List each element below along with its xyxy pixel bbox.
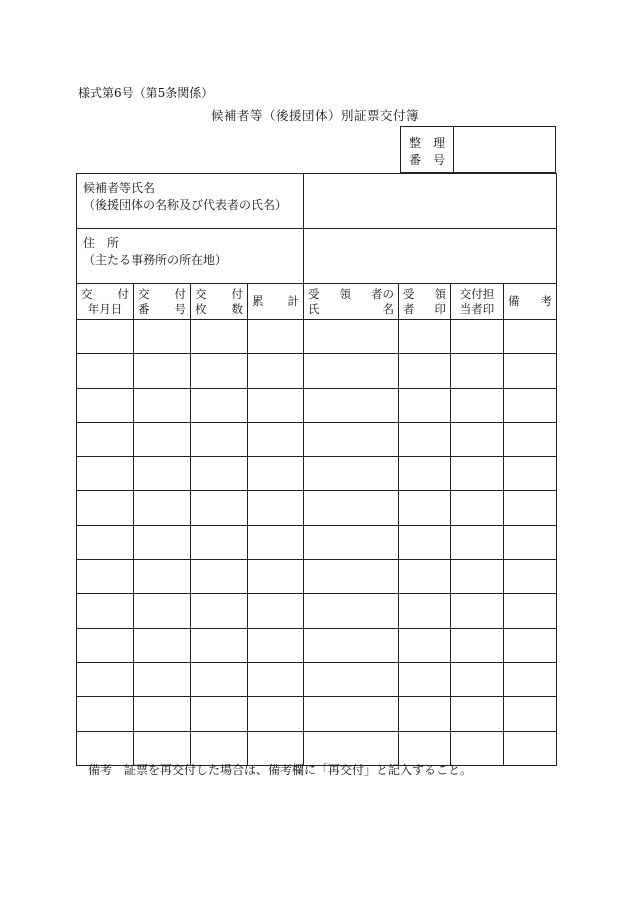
reference-label-char: 号: [432, 153, 445, 167]
entry-cell[interactable]: [191, 560, 248, 594]
entry-cell[interactable]: [304, 594, 399, 628]
table-row: [77, 525, 557, 559]
entry-cell[interactable]: [504, 560, 557, 594]
entry-cell[interactable]: [451, 628, 504, 662]
entry-cell[interactable]: [504, 320, 557, 354]
entry-cell[interactable]: [451, 594, 504, 628]
entry-cell[interactable]: [248, 628, 304, 662]
entry-cell[interactable]: [451, 354, 504, 388]
entry-cell[interactable]: [77, 422, 134, 456]
entry-cell[interactable]: [248, 697, 304, 731]
remarks-text: 証票を再交付した場合は、備考欄に「再交付」と記入すること。: [124, 763, 473, 777]
column-header-text: 交: [195, 286, 207, 301]
entry-cell[interactable]: [399, 594, 451, 628]
entry-cell[interactable]: [451, 388, 504, 422]
entry-cell[interactable]: [399, 525, 451, 559]
column-header: [304, 284, 399, 320]
entry-cell[interactable]: [191, 594, 248, 628]
entry-cell[interactable]: [248, 594, 304, 628]
entry-cell[interactable]: [504, 594, 557, 628]
column-header-text: 当者印: [459, 301, 495, 316]
address-label: [77, 229, 304, 284]
reference-number-field[interactable]: [454, 127, 555, 172]
remarks-label: 備考: [88, 763, 113, 777]
entry-cell[interactable]: [77, 525, 134, 559]
column-header: [248, 284, 304, 320]
entry-cell[interactable]: [191, 457, 248, 491]
entry-cell[interactable]: [399, 697, 451, 731]
entry-cell[interactable]: [248, 457, 304, 491]
entry-cell[interactable]: [504, 457, 557, 491]
reference-label-char: 理: [432, 136, 445, 150]
entry-cell[interactable]: [77, 354, 134, 388]
entry-cell[interactable]: [504, 354, 557, 388]
column-header-text: 受: [308, 286, 320, 301]
column-header: [504, 284, 557, 320]
column-header-text: 領: [339, 286, 352, 301]
entry-cell[interactable]: [77, 594, 134, 628]
entry-cell[interactable]: [134, 354, 191, 388]
column-header-text: 名: [382, 301, 395, 316]
entry-cell[interactable]: [451, 662, 504, 696]
entry-cell[interactable]: [77, 560, 134, 594]
entry-cell[interactable]: [77, 320, 134, 354]
entry-cell[interactable]: [399, 628, 451, 662]
entry-cell[interactable]: [134, 388, 191, 422]
address-row: [77, 229, 557, 284]
entry-cell[interactable]: [304, 560, 399, 594]
column-header-text: 計: [287, 294, 300, 308]
column-header-text: 付: [117, 286, 129, 301]
column-header-text: 受: [403, 286, 415, 301]
table-row: [77, 320, 557, 354]
entry-cell[interactable]: [191, 491, 248, 525]
entry-cell[interactable]: [134, 560, 191, 594]
address-label-line1: 住 所: [83, 236, 120, 250]
entry-cell[interactable]: [451, 320, 504, 354]
column-header-text: 者: [403, 301, 415, 316]
entry-cell[interactable]: [399, 662, 451, 696]
entry-cell[interactable]: [304, 628, 399, 662]
entry-cell[interactable]: [504, 525, 557, 559]
form-title: 候補者等（後援団体）別証票交付簿: [210, 108, 419, 123]
candidate-label-line1: 候補者等氏名: [83, 181, 156, 195]
column-header-text: 付: [231, 286, 243, 301]
column-header-text: 年月日: [87, 301, 123, 316]
entry-cell[interactable]: [134, 491, 191, 525]
entry-cell[interactable]: [77, 662, 134, 696]
table-row: [77, 491, 557, 525]
entry-cell[interactable]: [304, 388, 399, 422]
entry-cell[interactable]: [134, 422, 191, 456]
entry-cell[interactable]: [504, 422, 557, 456]
column-header-text: 号: [174, 301, 186, 316]
entry-cell[interactable]: [304, 697, 399, 731]
reference-number-box: [400, 126, 556, 173]
column-header-text: 累: [252, 294, 264, 308]
remarks-note: [88, 761, 472, 778]
entry-cell[interactable]: [134, 662, 191, 696]
entry-cell[interactable]: [248, 422, 304, 456]
entry-cell[interactable]: [451, 457, 504, 491]
entry-cell[interactable]: [77, 491, 134, 525]
entry-cell[interactable]: [451, 560, 504, 594]
column-header-text: 枚: [195, 301, 207, 316]
entry-cell[interactable]: [451, 491, 504, 525]
column-header: [134, 284, 191, 320]
reference-label-char: 番: [409, 153, 422, 167]
entry-cell[interactable]: [451, 422, 504, 456]
table-row: [77, 594, 557, 628]
entry-cell[interactable]: [191, 525, 248, 559]
column-header-row: [77, 284, 557, 320]
entry-cell[interactable]: [304, 662, 399, 696]
candidate-label-line2: （後援団体の名称及び代表者の氏名）: [83, 198, 288, 212]
column-header-text: 考: [540, 294, 553, 308]
candidate-name-field[interactable]: [304, 174, 557, 229]
table-row: [77, 628, 557, 662]
column-header-text: 交: [81, 286, 93, 301]
entry-cell[interactable]: [191, 354, 248, 388]
table-row: [77, 697, 557, 731]
entry-cell[interactable]: [134, 525, 191, 559]
entry-cell[interactable]: [134, 457, 191, 491]
entry-cell[interactable]: [399, 491, 451, 525]
candidate-label: [77, 174, 304, 229]
entry-cell[interactable]: [504, 662, 557, 696]
entry-cell[interactable]: [304, 457, 399, 491]
entry-cell[interactable]: [304, 320, 399, 354]
entry-cell[interactable]: [504, 628, 557, 662]
entry-cell[interactable]: [191, 388, 248, 422]
issuance-register-table: [76, 173, 557, 766]
column-header-text: 者の: [371, 286, 395, 301]
entry-cell[interactable]: [399, 560, 451, 594]
column-header: [399, 284, 451, 320]
entry-cell[interactable]: [191, 628, 248, 662]
form-number: 様式第6号（第5条関係）: [78, 86, 214, 100]
column-header-text: 印: [434, 301, 447, 316]
entry-cell[interactable]: [248, 560, 304, 594]
entry-cell[interactable]: [451, 697, 504, 731]
column-header-text: 交: [138, 286, 150, 301]
column-header-text: 交付担: [459, 286, 495, 301]
entry-cell[interactable]: [134, 594, 191, 628]
column-header-text: 付: [174, 286, 186, 301]
entry-cell[interactable]: [134, 697, 191, 731]
column-header-text: 番: [138, 301, 150, 316]
entry-cell[interactable]: [304, 491, 399, 525]
table-row: [77, 422, 557, 456]
entry-cell[interactable]: [191, 662, 248, 696]
entry-cell[interactable]: [248, 388, 304, 422]
entry-cell[interactable]: [191, 320, 248, 354]
entry-cell[interactable]: [504, 388, 557, 422]
column-header-text: 数: [231, 301, 243, 316]
entry-cell[interactable]: [248, 354, 304, 388]
entry-cell[interactable]: [77, 388, 134, 422]
entry-cell[interactable]: [304, 422, 399, 456]
entry-cell[interactable]: [77, 457, 134, 491]
column-header-text: 備: [508, 294, 520, 308]
entry-cell[interactable]: [451, 525, 504, 559]
entry-cell[interactable]: [248, 320, 304, 354]
column-header: [451, 284, 504, 320]
entry-cell[interactable]: [134, 628, 191, 662]
entry-cell[interactable]: [399, 354, 451, 388]
entry-cell[interactable]: [304, 354, 399, 388]
table-row: [77, 457, 557, 491]
table-row: [77, 354, 557, 388]
candidate-row: [77, 174, 557, 229]
table-row: [77, 560, 557, 594]
entry-cell[interactable]: [248, 491, 304, 525]
entry-cell[interactable]: [134, 320, 191, 354]
table-row: [77, 662, 557, 696]
entry-cell[interactable]: [304, 525, 399, 559]
entry-cell[interactable]: [399, 320, 451, 354]
column-header: [191, 284, 248, 320]
entry-cell[interactable]: [248, 525, 304, 559]
column-header-text: 氏: [308, 301, 320, 316]
entry-cell[interactable]: [77, 697, 134, 731]
reference-label-char: 整: [409, 136, 422, 150]
column-header-text: 領: [434, 286, 447, 301]
entry-cell[interactable]: [504, 697, 557, 731]
entry-cell[interactable]: [248, 662, 304, 696]
address-label-line2: （主たる事務所の所在地）: [83, 253, 228, 267]
entry-cell[interactable]: [191, 697, 248, 731]
entry-cell[interactable]: [399, 388, 451, 422]
entry-cell[interactable]: [399, 457, 451, 491]
entry-cell[interactable]: [191, 422, 248, 456]
entry-cell[interactable]: [504, 731, 557, 765]
table-row: [77, 388, 557, 422]
entry-cell[interactable]: [399, 422, 451, 456]
entry-cell[interactable]: [504, 491, 557, 525]
address-field[interactable]: [304, 229, 557, 284]
reference-number-label: [401, 135, 453, 169]
column-header: [77, 284, 134, 320]
entry-cell[interactable]: [77, 628, 134, 662]
